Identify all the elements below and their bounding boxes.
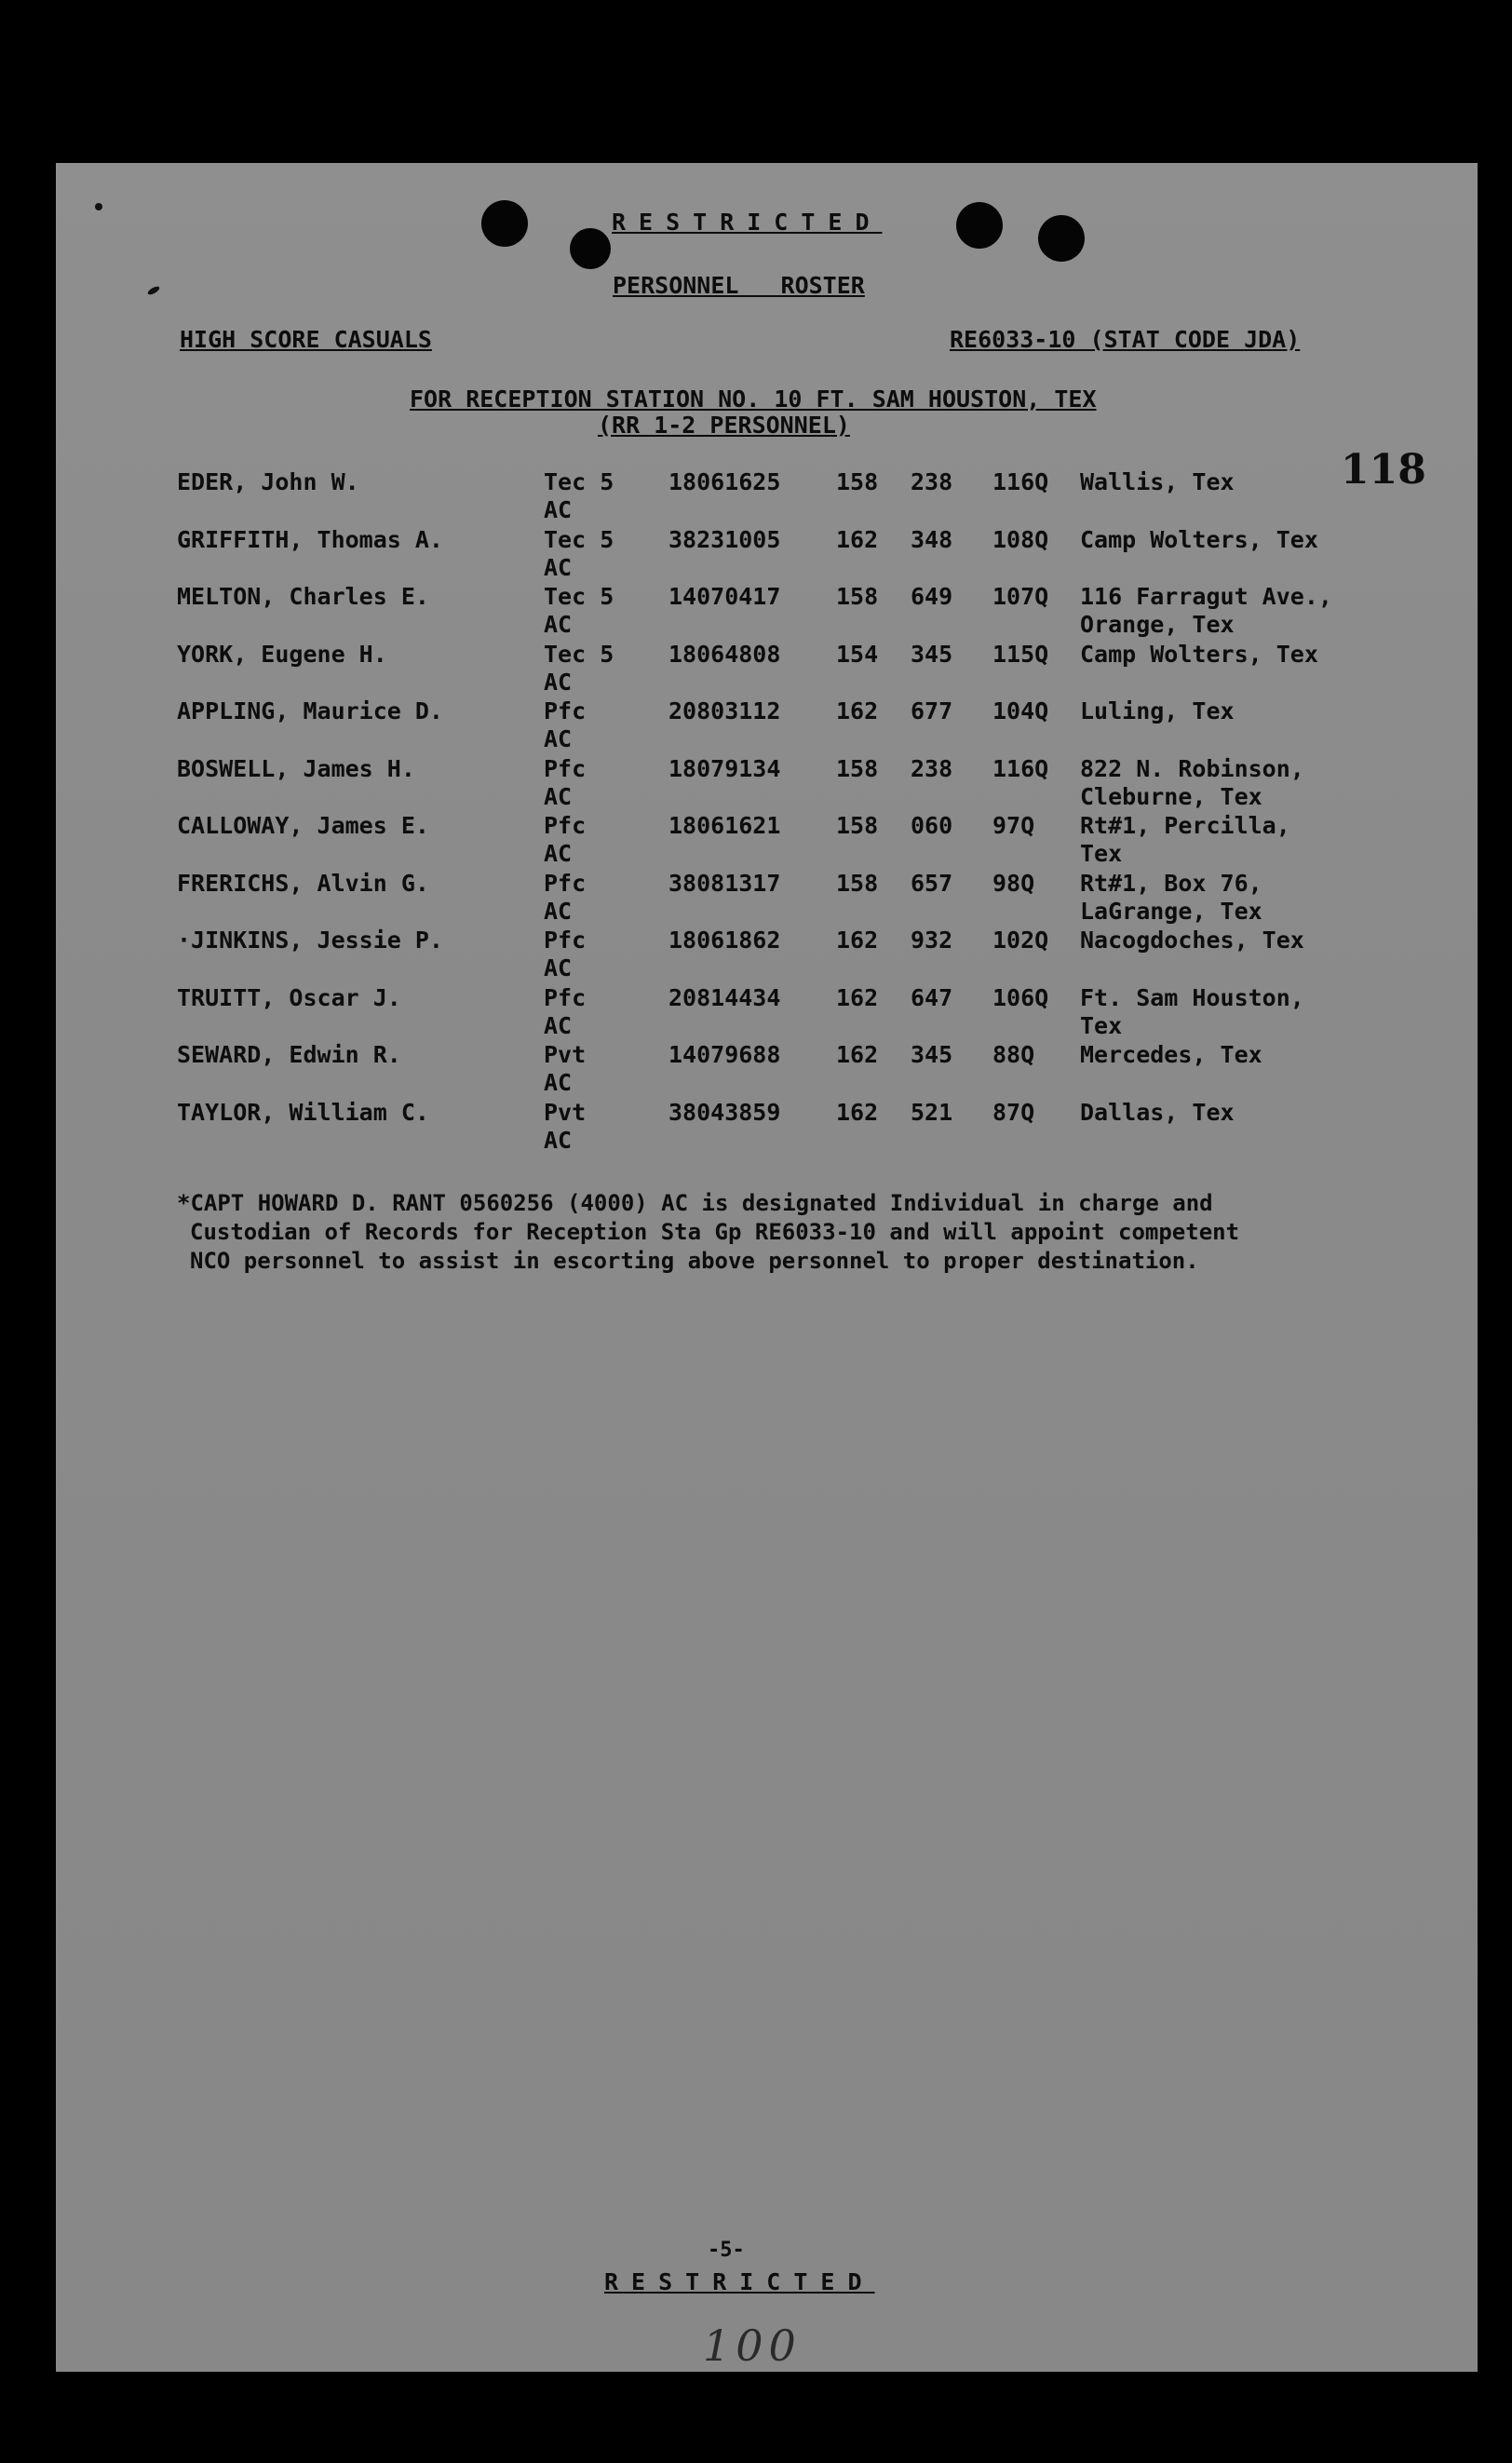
person-name: FRERICHS, Alvin G. — [177, 869, 429, 897]
address-line-1: Camp Wolters, Tex — [1080, 525, 1318, 553]
address-line-2: Orange, Tex — [1080, 611, 1235, 638]
code-1: 158 — [836, 869, 879, 897]
serial-number: 20814434 — [668, 983, 781, 1011]
serial-number: 38231005 — [668, 525, 781, 553]
code-3: 116Q — [992, 754, 1049, 782]
serial-number: 18061625 — [668, 468, 781, 495]
note-line-2: Custodian of Records for Reception Sta Gp RE6033-10 and will appoint competent — [190, 1219, 1240, 1245]
branch: AC — [544, 611, 573, 638]
address-line-1: Rt#1, Box 76, — [1080, 869, 1262, 897]
code-3: 97Q — [992, 812, 1035, 839]
punch-hole-left-1 — [481, 200, 528, 247]
address-line-2: Tex — [1080, 1011, 1123, 1039]
serial-number: 20803112 — [668, 697, 781, 724]
grade: Tec 5 — [544, 468, 614, 495]
code-3: 87Q — [992, 1098, 1035, 1126]
code-2: 932 — [911, 927, 953, 954]
code-3: 98Q — [992, 869, 1035, 897]
person-name: SEWARD, Edwin R. — [177, 1041, 401, 1068]
code-2: 649 — [911, 583, 953, 610]
address-line-1: 116 Farragut Ave., — [1080, 583, 1332, 610]
ink-mark — [146, 285, 160, 296]
serial-number: 14079688 — [668, 1041, 781, 1068]
grade: Tec 5 — [544, 525, 614, 553]
code-3: 115Q — [992, 640, 1049, 668]
serial-number: 18061621 — [668, 812, 781, 839]
serial-number: 14070417 — [668, 583, 781, 610]
handwritten-number: 100 — [703, 2321, 802, 2371]
roster-title: PERSONNEL ROSTER — [613, 272, 865, 299]
address-line-1: Camp Wolters, Tex — [1080, 640, 1318, 668]
code-1: 158 — [836, 812, 879, 839]
code-2: 345 — [911, 640, 953, 668]
code-2: 238 — [911, 468, 953, 495]
classification-footer: RESTRICTED — [604, 2268, 875, 2295]
branch: AC — [544, 496, 573, 523]
branch: AC — [544, 840, 573, 867]
code-1: 158 — [836, 468, 879, 495]
grade: Pfc — [544, 812, 587, 839]
address-line-2: LaGrange, Tex — [1080, 897, 1262, 925]
ink-dot — [95, 203, 102, 210]
branch: AC — [544, 897, 573, 925]
branch: AC — [544, 782, 573, 810]
branch: AC — [544, 1011, 573, 1039]
address-line-1: Mercedes, Tex — [1080, 1041, 1262, 1068]
code-2: 521 — [911, 1098, 953, 1126]
code-2: 345 — [911, 1041, 953, 1068]
note-line-3: NCO personnel to assist in escorting above personnel to proper destination. — [190, 1248, 1199, 1274]
group-name: HIGH SCORE CASUALS — [180, 326, 432, 353]
code-1: 154 — [836, 640, 879, 668]
document-page — [56, 163, 1478, 2372]
code-3: 102Q — [992, 927, 1049, 954]
code-3: 88Q — [992, 1041, 1035, 1068]
code-2: 060 — [911, 812, 953, 839]
code-1: 162 — [836, 525, 879, 553]
grade: Pfc — [544, 927, 587, 954]
serial-number: 18061862 — [668, 927, 781, 954]
branch: AC — [544, 954, 573, 981]
person-name: MELTON, Charles E. — [177, 583, 429, 610]
code-3: 106Q — [992, 983, 1049, 1011]
person-name: APPLING, Maurice D. — [177, 697, 443, 724]
punch-hole-left-2 — [570, 228, 611, 269]
address-line-1: Wallis, Tex — [1080, 468, 1235, 495]
branch: AC — [544, 668, 573, 696]
code-1: 158 — [836, 754, 879, 782]
person-name: GRIFFITH, Thomas A. — [177, 525, 443, 553]
code-3: 116Q — [992, 468, 1049, 495]
serial-number: 18064808 — [668, 640, 781, 668]
code-1: 162 — [836, 1041, 879, 1068]
code-1: 162 — [836, 1098, 879, 1126]
page-number: 118 — [1341, 446, 1426, 494]
code-1: 162 — [836, 927, 879, 954]
serial-number: 38043859 — [668, 1098, 781, 1126]
grade: Pfc — [544, 869, 587, 897]
station-title: FOR RECEPTION STATION NO. 10 FT. SAM HOUSTON, TEX — [410, 386, 1097, 413]
branch: AC — [544, 553, 573, 581]
person-name: CALLOWAY, James E. — [177, 812, 429, 839]
address-line-2: Tex — [1080, 840, 1123, 867]
person-name: EDER, John W. — [177, 468, 359, 495]
person-name: YORK, Eugene H. — [177, 640, 387, 668]
code-2: 238 — [911, 754, 953, 782]
grade: Pvt — [544, 1041, 587, 1068]
grade: Pfc — [544, 754, 587, 782]
branch: AC — [544, 725, 573, 752]
personnel-category: (RR 1-2 PERSONNEL) — [598, 412, 850, 439]
branch: AC — [544, 1069, 573, 1096]
person-name: TAYLOR, William C. — [177, 1098, 429, 1126]
code-2: 647 — [911, 983, 953, 1011]
code-2: 348 — [911, 525, 953, 553]
person-name: ·JINKINS, Jessie P. — [177, 927, 443, 954]
address-line-1: Luling, Tex — [1080, 697, 1235, 724]
punch-hole-right-2 — [1038, 215, 1085, 262]
punch-hole-right-1 — [956, 202, 1003, 249]
serial-number: 18079134 — [668, 754, 781, 782]
code-3: 107Q — [992, 583, 1049, 610]
footer-page-mark: -5- — [708, 2239, 745, 2262]
grade: Pfc — [544, 697, 587, 724]
grade: Pfc — [544, 983, 587, 1011]
branch: AC — [544, 1126, 573, 1154]
person-name: TRUITT, Oscar J. — [177, 983, 401, 1011]
code-2: 677 — [911, 697, 953, 724]
address-line-1: Dallas, Tex — [1080, 1098, 1235, 1126]
address-line-1: Rt#1, Percilla, — [1080, 812, 1290, 839]
grade: Pvt — [544, 1098, 587, 1126]
address-line-1: Ft. Sam Houston, — [1080, 983, 1304, 1011]
code-1: 158 — [836, 583, 879, 610]
code-2: 657 — [911, 869, 953, 897]
code-3: 108Q — [992, 525, 1049, 553]
grade: Tec 5 — [544, 640, 614, 668]
classification-header: RESTRICTED — [612, 209, 883, 236]
address-line-1: 822 N. Robinson, — [1080, 754, 1304, 782]
grade: Tec 5 — [544, 583, 614, 610]
person-name: BOSWELL, James H. — [177, 754, 415, 782]
code-3: 104Q — [992, 697, 1049, 724]
code-1: 162 — [836, 697, 879, 724]
code-1: 162 — [836, 983, 879, 1011]
serial-number: 38081317 — [668, 869, 781, 897]
roster-code: RE6033-10 (STAT CODE JDA) — [950, 326, 1301, 353]
address-line-2: Cleburne, Tex — [1080, 782, 1262, 810]
note-line-1: *CAPT HOWARD D. RANT 0560256 (4000) AC is designated Individual in charge and — [177, 1190, 1213, 1216]
address-line-1: Nacogdoches, Tex — [1080, 927, 1304, 954]
